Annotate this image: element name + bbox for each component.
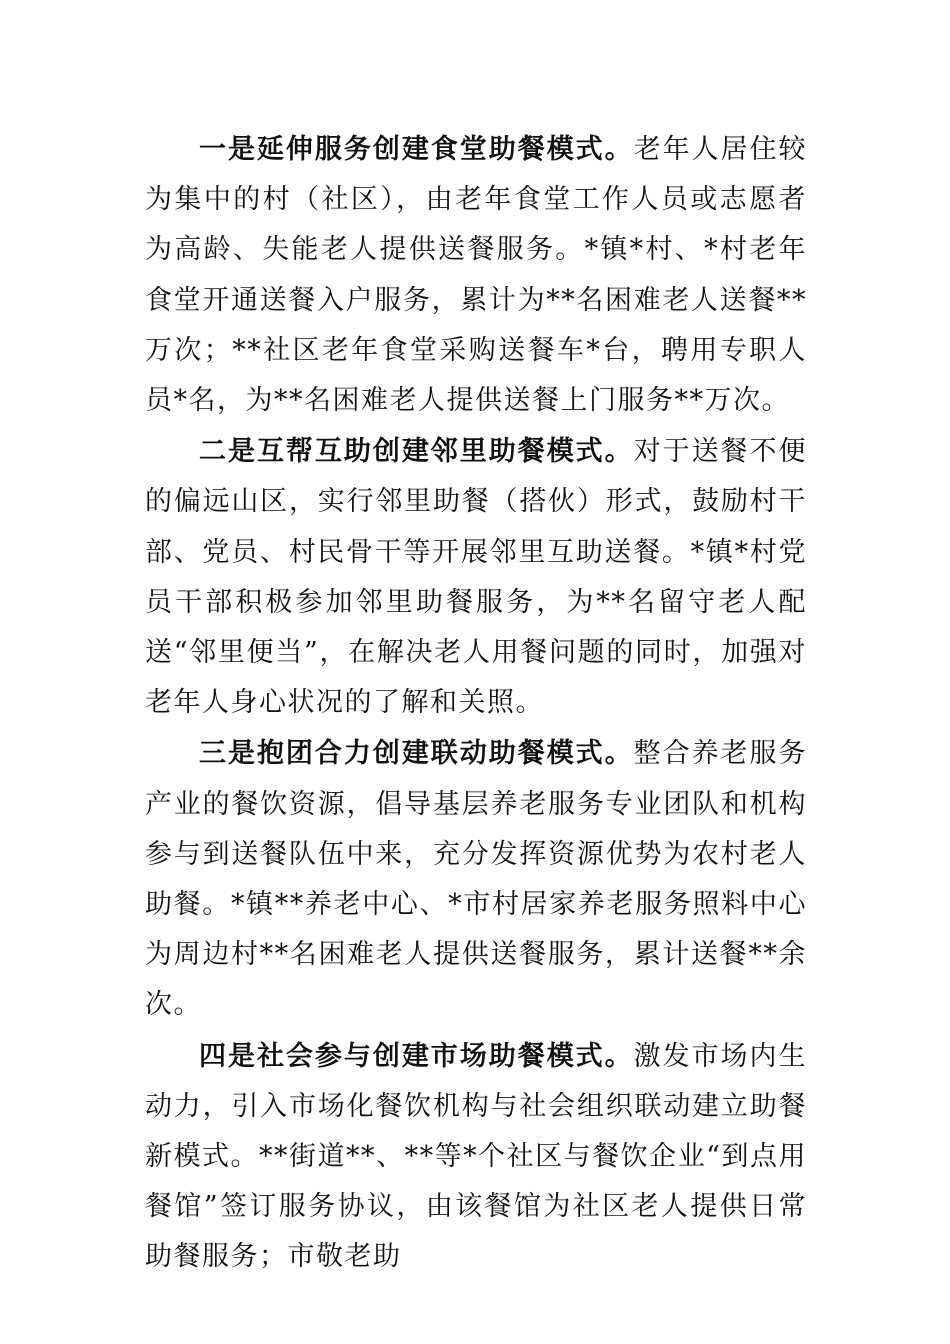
paragraph-3-text: 整合养老服务产业的餐饮资源，倡导基层养老服务专业团队和机构参与到送餐队伍中来，充分发挥资源优势为农村老人助餐。*镇**养老中心、*市村居家养老服务照料中心为周边村**名困难老人提供送餐服务，累计送餐**余次。 xyxy=(145,738,807,1021)
paragraph-1-text: 老年人居住较为集中的村（社区），由老年食堂工作人员或志愿者为高龄、失能老人提供送餐服务。*镇*村、*村老年食堂开通送餐入户服务，累计为**名困难老人送餐**万次；**社区老年食堂采购送餐车*台，聘用专职人员*名，为**名困难老人提供送餐上门服务**万次。 xyxy=(145,134,807,417)
paragraph-3 xyxy=(145,729,807,1030)
paragraph-2-text: 对于送餐不便的偏远山区，实行邻里助餐（搭伙）形式，鼓励村干部、党员、村民骨干等开展邻里互助送餐。*镇*村党员干部积极参加邻里助餐服务，为**名留守老人配送“邻里便当”，在解决老人用餐问题的同时，加强对老年人身心状况的了解和关照。 xyxy=(145,436,807,719)
paragraph-4 xyxy=(145,1032,807,1283)
paragraph-2-heading: 二是互帮互助创建邻里助餐模式。 xyxy=(199,436,634,468)
paragraph-3-heading: 三是抱团合力创建联动助餐模式。 xyxy=(199,738,634,770)
paragraph-4-text: 激发市场内生动力，引入市场化餐饮机构与社会组织联动建立助餐新模式。**街道**、**等*个社区与餐饮企业“到点用餐馆”签订服务协议，由该餐馆为社区老人提供日常助餐服务；市敬老助 xyxy=(145,1040,807,1273)
paragraph-1 xyxy=(145,125,807,426)
paragraph-1-heading: 一是延伸服务创建食堂助餐模式。 xyxy=(199,134,634,165)
paragraph-4-heading: 四是社会参与创建市场助餐模式。 xyxy=(199,1040,634,1072)
paragraph-2 xyxy=(145,427,807,728)
document-body xyxy=(145,125,807,1283)
